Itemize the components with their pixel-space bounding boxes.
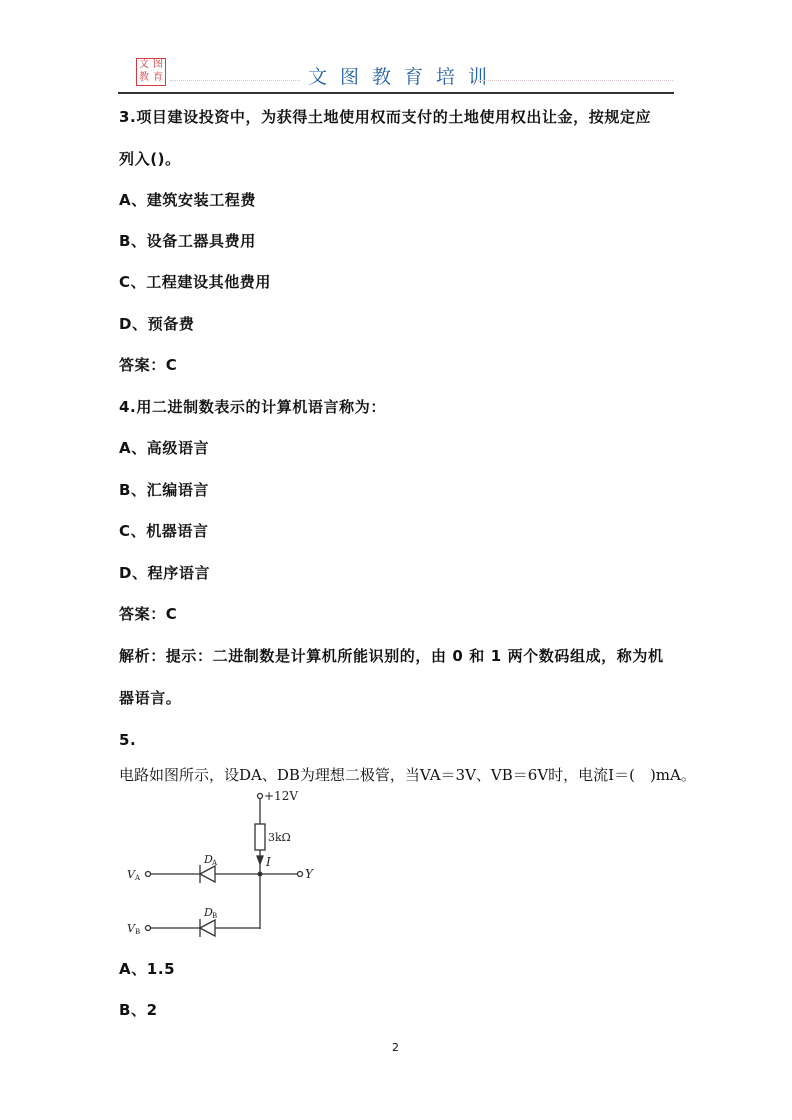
logo-char: 育	[153, 72, 163, 83]
circuit-diagram	[118, 786, 328, 946]
svg-text:3kΩ: 3kΩ	[268, 831, 291, 844]
logo-char: 教	[139, 72, 149, 83]
header-dotted-line	[473, 80, 673, 81]
question-4-option-c: C、机器语言	[119, 522, 209, 540]
question-4-stem: 4.用二进制数表示的计算机语言称为：	[119, 398, 386, 416]
question-4-analysis-cont: 器语言。	[119, 689, 182, 707]
svg-text:D: D	[204, 906, 213, 919]
question-4-option-b: B、汇编语言	[119, 481, 210, 499]
logo-stamp	[136, 58, 166, 86]
question-5-stem: 电路如图所示，设DA、DB为理想二极管，当VA＝3V、VB＝6V时，电流I＝( )mA。	[119, 766, 696, 784]
circuit-schematic-icon	[118, 786, 328, 946]
question-4-analysis: 解析：提示：二进制数是计算机所能识别的，由 0 和 1 两个数码组成，称为机	[119, 647, 664, 665]
question-3-option-c: C、工程建设其他费用	[119, 273, 272, 291]
header-divider	[118, 92, 674, 94]
svg-text:B: B	[135, 928, 141, 936]
question-5-option-b: B、2	[119, 1001, 158, 1019]
question-4-option-a: A、高级语言	[119, 439, 210, 457]
question-3-option-a: A、建筑安装工程费	[119, 191, 257, 209]
svg-text:V: V	[127, 922, 135, 935]
question-3-stem: 3.项目建设投资中，为获得土地使用权而支付的土地使用权出让金，按规定应	[119, 108, 652, 126]
svg-text:+12V: +12V	[264, 789, 298, 803]
svg-text:V: V	[127, 868, 135, 881]
header-dotted-line	[170, 80, 300, 81]
question-3-answer: 答案：C	[119, 356, 178, 374]
svg-text:B: B	[212, 912, 218, 920]
logo-char: 文	[139, 59, 149, 70]
question-5-number: 5.	[119, 731, 137, 749]
page-header	[118, 56, 674, 94]
svg-text:A: A	[135, 874, 141, 882]
question-4-answer: 答案：C	[119, 605, 178, 623]
page-number: 2	[392, 1041, 399, 1054]
question-3-option-d: D、预备费	[119, 315, 195, 333]
question-3-option-b: B、设备工器具费用	[119, 232, 256, 250]
svg-text:D: D	[204, 853, 213, 866]
question-5-option-a: A、1.5	[119, 960, 176, 978]
header-title: 文图教育培训	[308, 66, 501, 88]
svg-text:Y: Y	[305, 867, 313, 881]
question-3-stem-cont: 列入()。	[119, 150, 181, 168]
svg-text:I: I	[266, 855, 271, 869]
question-4-option-d: D、程序语言	[119, 564, 211, 582]
svg-text:A: A	[212, 859, 218, 867]
logo-char: 图	[153, 59, 163, 70]
